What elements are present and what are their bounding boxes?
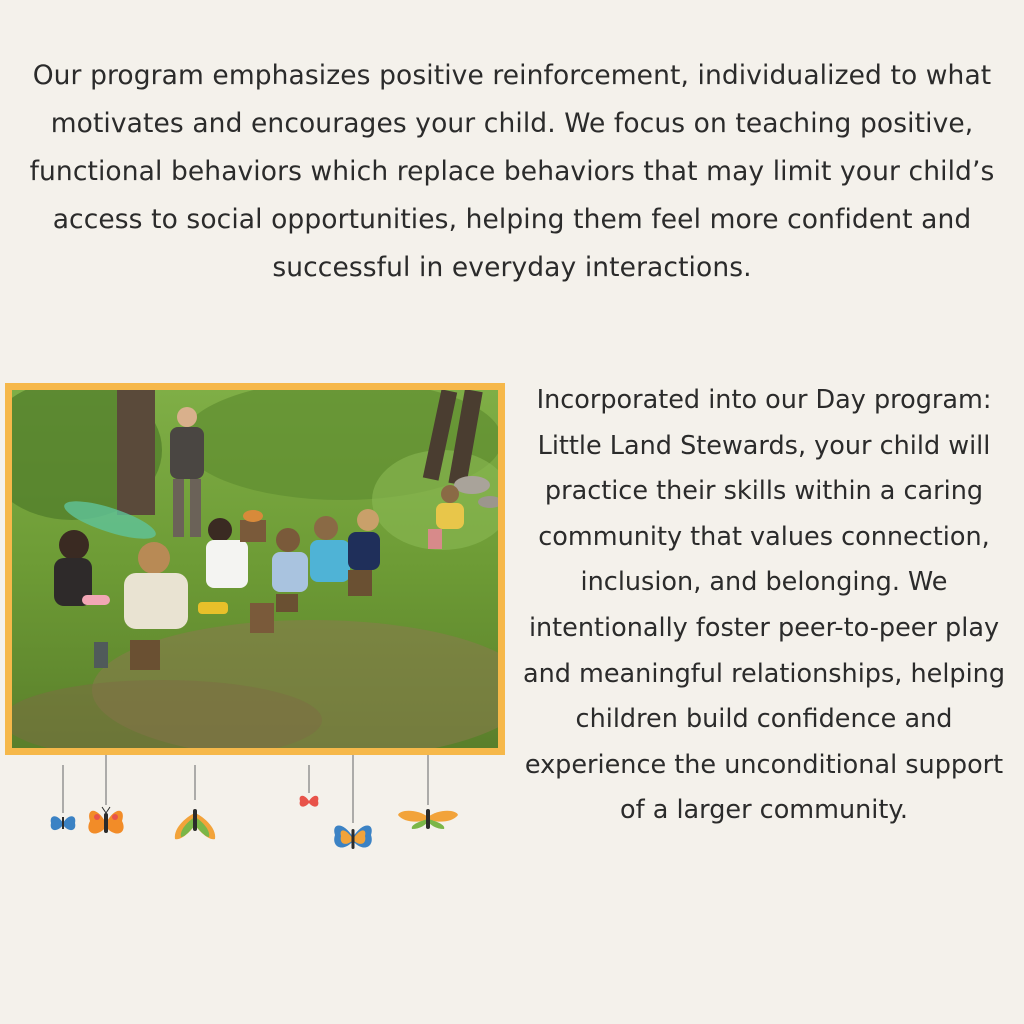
butterfly-garland: [40, 755, 480, 875]
moth-icon: [398, 809, 458, 829]
butterfly-icon: [51, 816, 76, 830]
day-program-paragraph: Incorporated into our Day program: Little Land Stewards, your child will practice their skills within a caring community that values connection, inclusion, and belonging. We intentionally foster peer-to-peer play and meaningful relationships, helping children build confidence and experience the unconditional support of a larger community.: [522, 385, 1006, 826]
butterfly-icon: [300, 796, 319, 807]
group-photo-illustration: [12, 390, 498, 748]
butterfly-icon: [334, 826, 372, 850]
moth-icon: [88, 807, 123, 834]
moth-icon: [175, 809, 215, 839]
intro-paragraph: Our program emphasizes positive reinforcement, individualized to what motivates and encourages your child. We focus on teaching positive, functional behaviors which replace behaviors that may limit your child’s access to social opportunities, helping them feel more confident and successful in everyday interactions.: [29, 60, 995, 283]
group-photo: [5, 383, 505, 755]
